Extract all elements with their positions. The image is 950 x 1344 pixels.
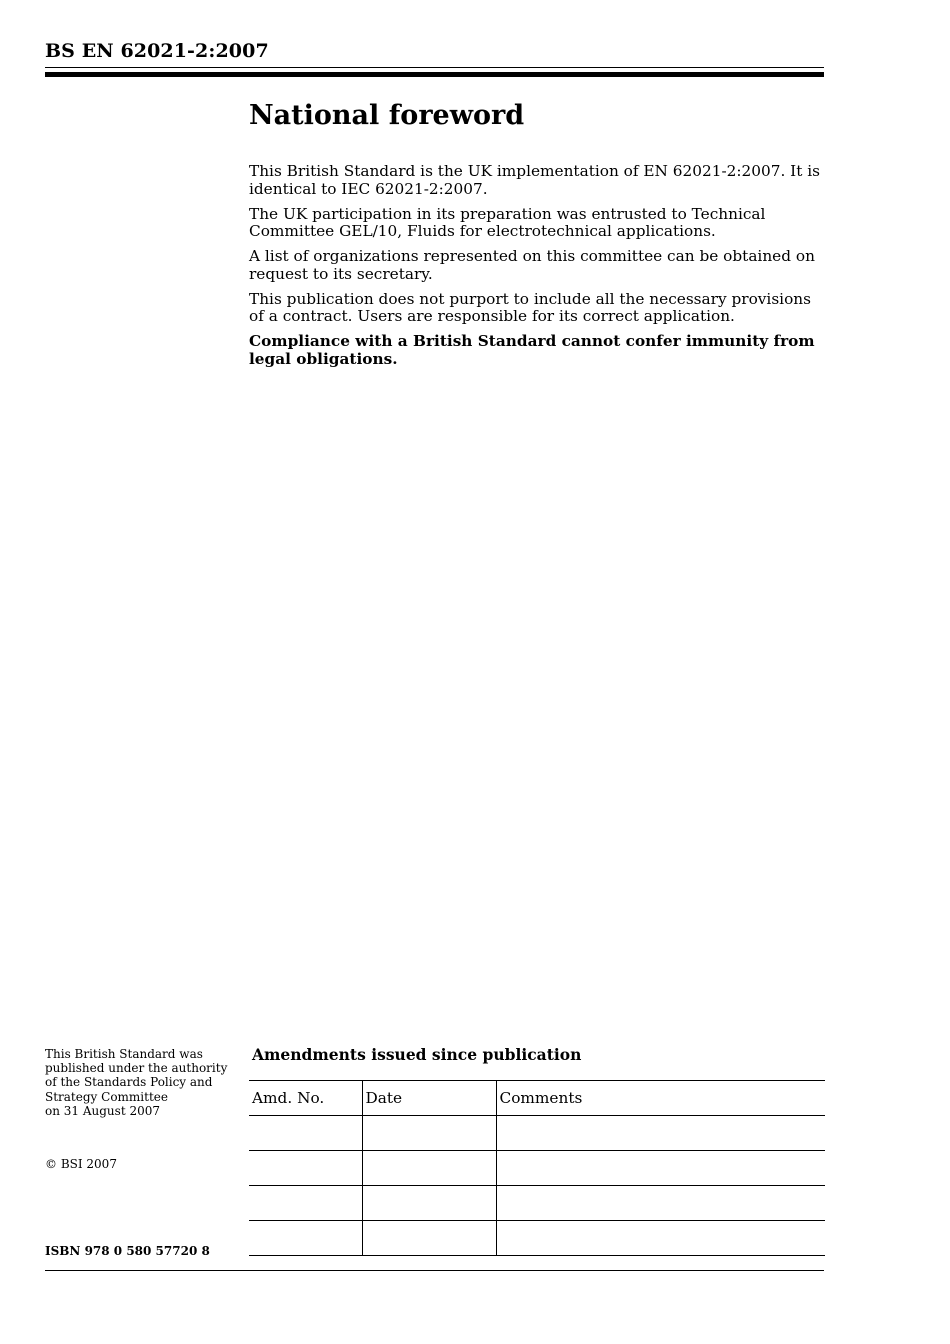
table-cell bbox=[249, 1151, 362, 1186]
table-cell bbox=[496, 1116, 825, 1151]
table-cell bbox=[362, 1221, 496, 1256]
table-header-row bbox=[249, 1081, 825, 1116]
publication-note-line: of the Standards Policy and bbox=[45, 1075, 213, 1090]
paragraph-implementation: This British Standard is the UK implementation of EN 62021-2:2007. It is identical to IEC 62021-2:2007. bbox=[249, 162, 820, 198]
publication-note-line: published under the authority bbox=[45, 1061, 228, 1076]
table-cell bbox=[362, 1151, 496, 1186]
footer-rule bbox=[45, 1270, 824, 1271]
copyright-notice: © BSI 2007 bbox=[45, 1157, 117, 1171]
table-row bbox=[249, 1151, 825, 1186]
table-cell bbox=[362, 1116, 496, 1151]
document-id: BS EN 62021-2:2007 bbox=[45, 40, 269, 62]
table-cell bbox=[496, 1151, 825, 1186]
publication-note-line: on 31 August 2007 bbox=[45, 1103, 160, 1118]
amendments-title: Amendments issued since publication bbox=[252, 1045, 582, 1064]
page-title: National foreword bbox=[249, 100, 525, 131]
amendments-table bbox=[249, 1080, 825, 1256]
paragraph-committee: The UK participation in its preparation was entrusted to Technical Committee GEL/10, Fluids for electrotechnical applications. bbox=[249, 204, 766, 240]
table-cell bbox=[496, 1221, 825, 1256]
table-row bbox=[249, 1116, 825, 1151]
isbn: ISBN 978 0 580 57720 8 bbox=[45, 1244, 210, 1258]
header-rule-thick bbox=[45, 72, 824, 77]
table-row bbox=[249, 1221, 825, 1256]
paragraph-provisions: This publication does not purport to include all the necessary provisions of a contract. Users are responsible for its correct application. bbox=[249, 289, 811, 325]
paragraph-organizations: A list of organizations represented on this committee can be obtained on request to its secretary. bbox=[249, 247, 815, 283]
header-rule-thin bbox=[45, 67, 824, 68]
publication-note-line: This British Standard was bbox=[45, 1047, 203, 1061]
table-cell bbox=[496, 1186, 825, 1221]
table-row bbox=[249, 1186, 825, 1221]
table-cell bbox=[249, 1221, 362, 1256]
column-header-comments: Comments bbox=[496, 1081, 825, 1116]
table-cell bbox=[249, 1186, 362, 1221]
publication-note-line: Strategy Committee bbox=[45, 1089, 168, 1104]
publication-note bbox=[45, 1047, 245, 1118]
table-cell bbox=[362, 1186, 496, 1221]
foreword-body bbox=[249, 163, 829, 376]
column-header-date: Date bbox=[362, 1081, 496, 1116]
column-header-amd-no: Amd. No. bbox=[249, 1081, 362, 1116]
paragraph-compliance: Compliance with a British Standard cannot confer immunity from legal obligations. bbox=[249, 332, 815, 368]
table-cell bbox=[249, 1116, 362, 1151]
